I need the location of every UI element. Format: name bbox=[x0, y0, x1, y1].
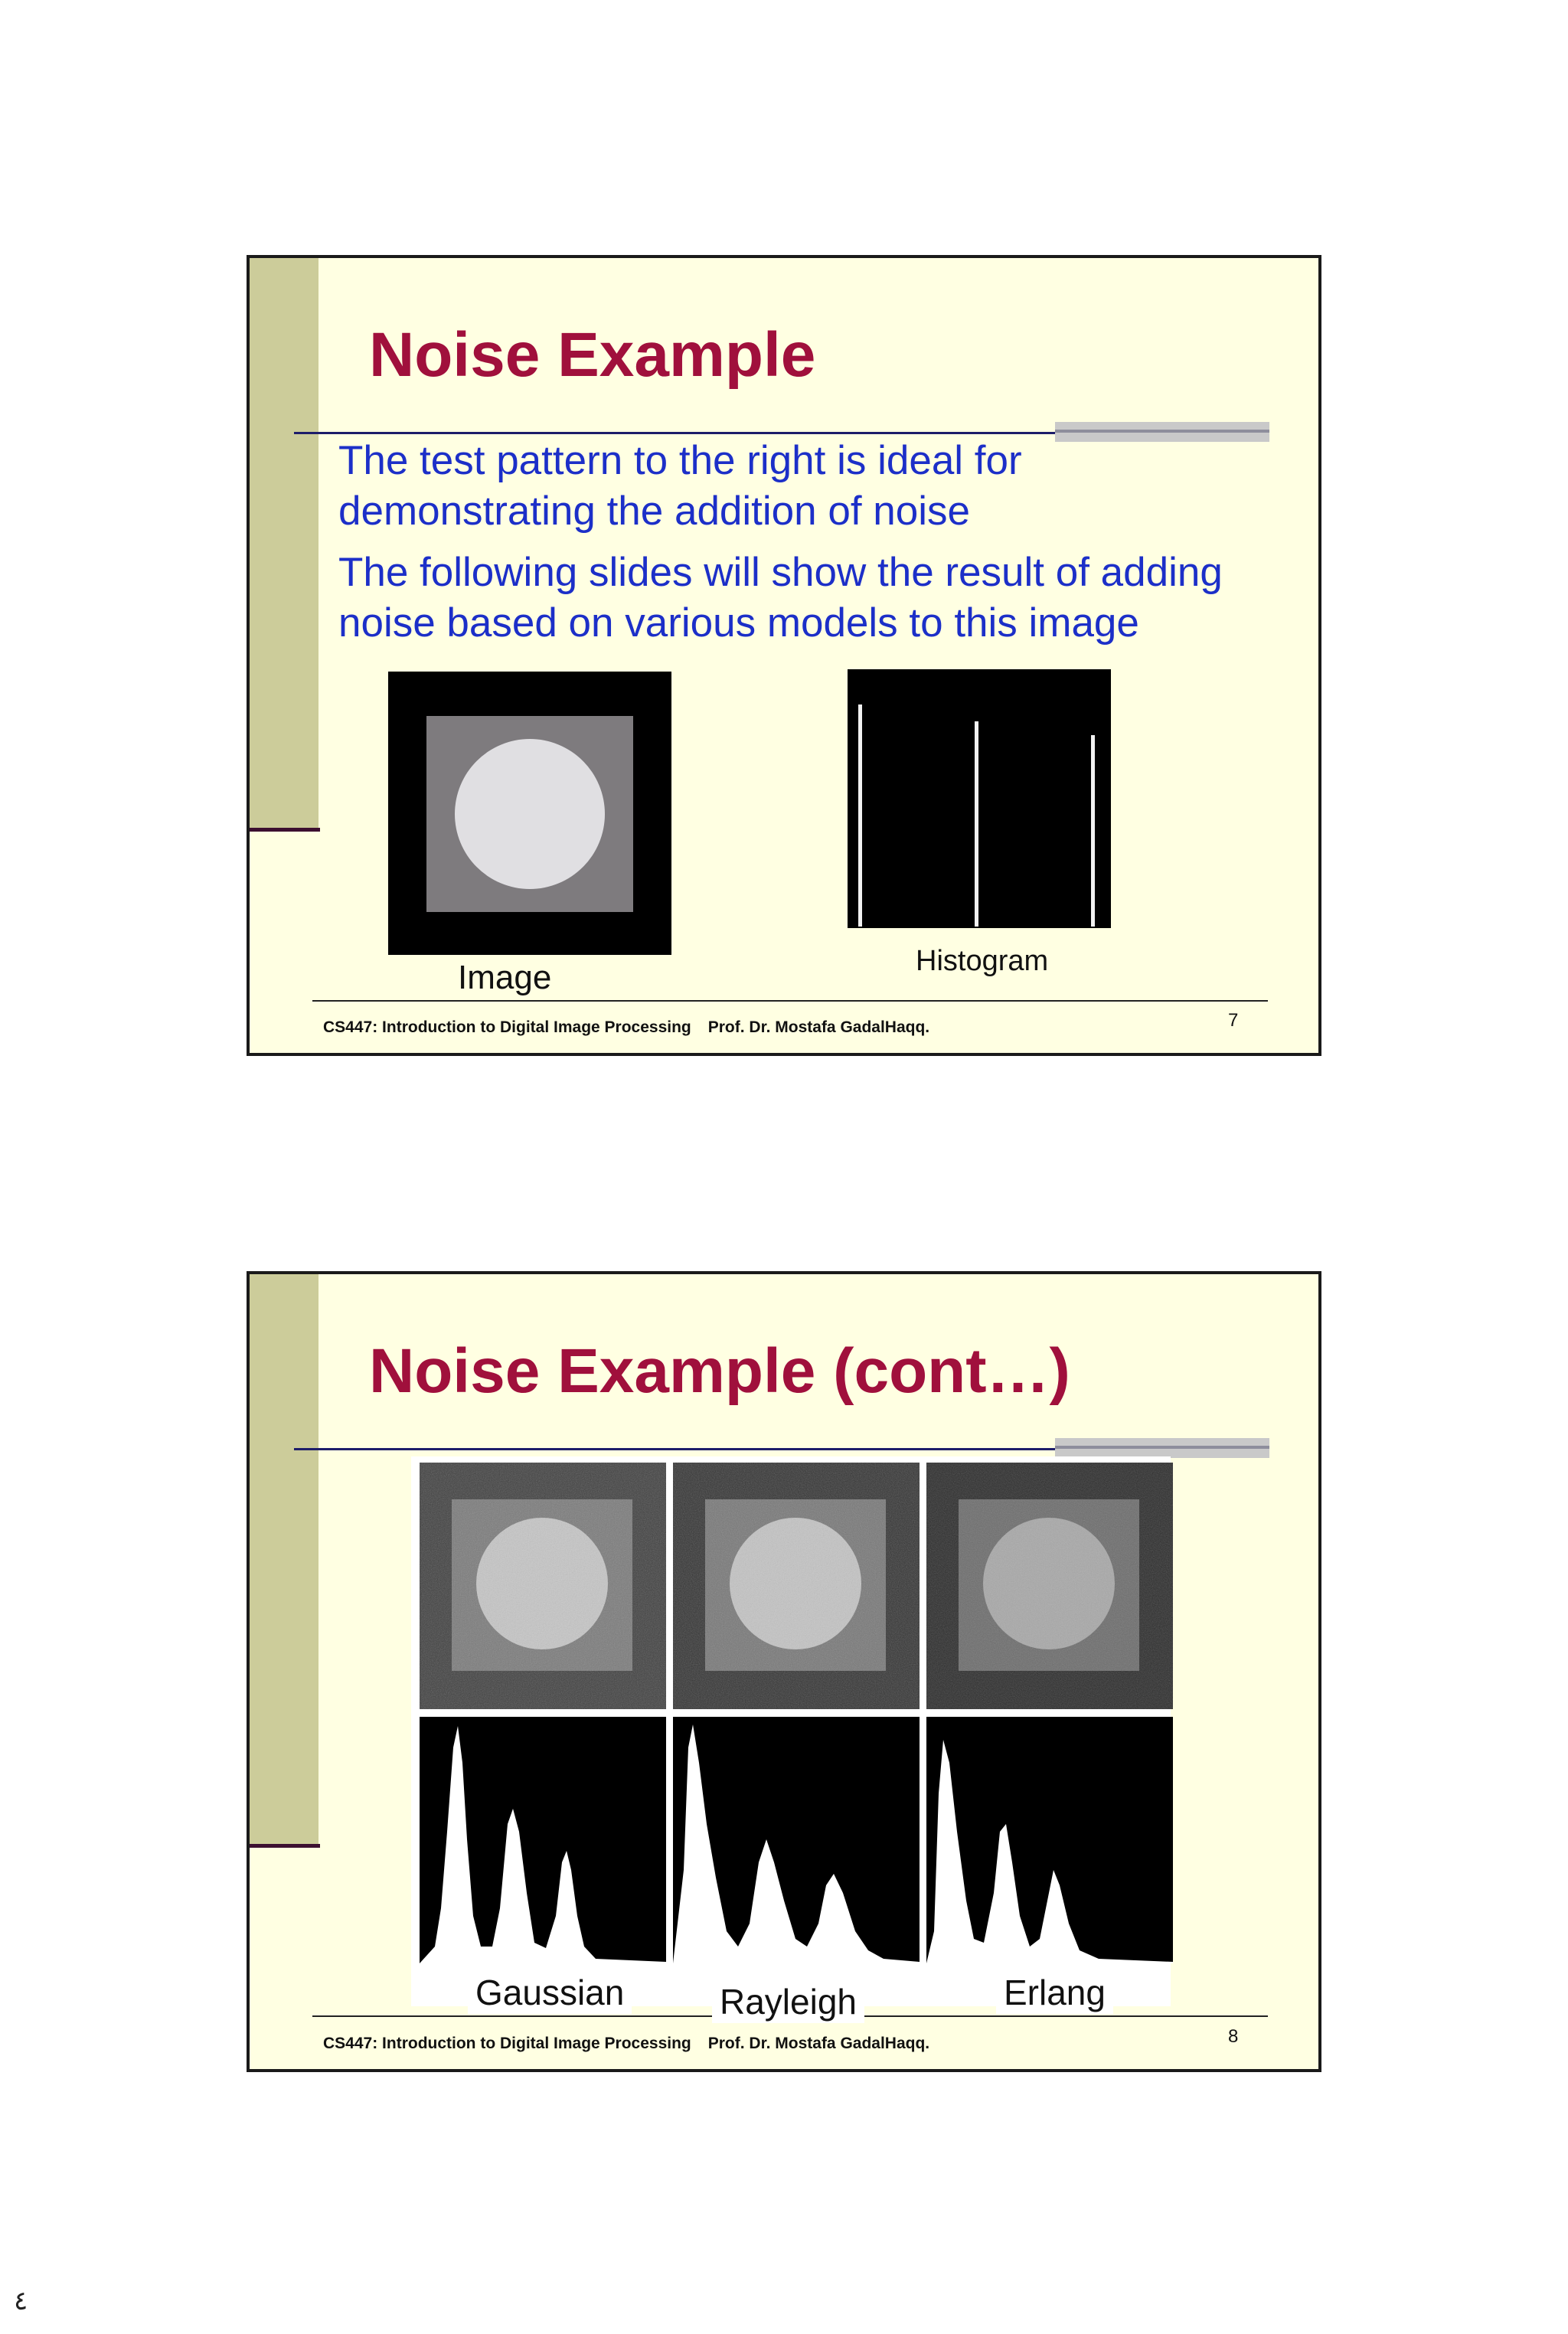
slide-title: Noise Example bbox=[369, 320, 816, 390]
slide-8 bbox=[247, 1271, 1321, 2072]
footer-author: Prof. Dr. Mostafa GadalHaqq. bbox=[707, 1018, 930, 1036]
footer-rule bbox=[312, 1000, 1268, 1002]
slide-footer bbox=[323, 2035, 929, 2053]
rayleigh-histogram bbox=[673, 1717, 920, 1963]
footer-course: CS447: Introduction to Digital Image Processing bbox=[323, 1018, 691, 1036]
page-number: 8 bbox=[1228, 2026, 1239, 2047]
slide-sidebar bbox=[250, 258, 318, 829]
histogram-bar bbox=[1091, 735, 1095, 927]
footer-author: Prof. Dr. Mostafa GadalHaqq. bbox=[707, 2035, 930, 2052]
rayleigh-noisy-image bbox=[673, 1463, 920, 1709]
test-pattern-image bbox=[388, 672, 671, 955]
gaussian-histogram bbox=[420, 1717, 666, 1963]
erlang-noisy-image bbox=[926, 1463, 1173, 1709]
slide-footer bbox=[323, 1018, 929, 1037]
page-mark: ٤ bbox=[14, 2287, 28, 2316]
footer-course: CS447: Introduction to Digital Image Processing bbox=[323, 2035, 691, 2052]
rayleigh-label: Rayleigh bbox=[712, 1980, 864, 2023]
title-rule-accent bbox=[1055, 1438, 1269, 1458]
bullet-item: The following slides will show the result of adding noise based on various models to this image bbox=[338, 550, 1223, 646]
slide-sidebar bbox=[250, 1274, 318, 1845]
gaussian-label: Gaussian bbox=[468, 1971, 632, 2014]
histogram-bar bbox=[975, 721, 978, 927]
slide-title: Noise Example (cont…) bbox=[369, 1336, 1070, 1406]
erlang-label: Erlang bbox=[996, 1971, 1113, 2014]
page-number: 7 bbox=[1228, 1010, 1239, 1031]
image-caption: Image bbox=[458, 959, 552, 996]
bullet-item: The test pattern to the right is ideal for demonstrating the addition of noise bbox=[338, 438, 1022, 534]
histogram-caption: Histogram bbox=[916, 945, 1049, 977]
slide-7 bbox=[247, 255, 1321, 1056]
gaussian-noisy-image bbox=[420, 1463, 666, 1709]
bullet-list bbox=[338, 436, 1272, 659]
histogram-plot bbox=[848, 669, 1111, 928]
sidebar-marker bbox=[250, 828, 320, 832]
sidebar-marker bbox=[250, 1844, 320, 1848]
erlang-histogram bbox=[926, 1717, 1173, 1963]
histogram-bar bbox=[858, 704, 862, 927]
